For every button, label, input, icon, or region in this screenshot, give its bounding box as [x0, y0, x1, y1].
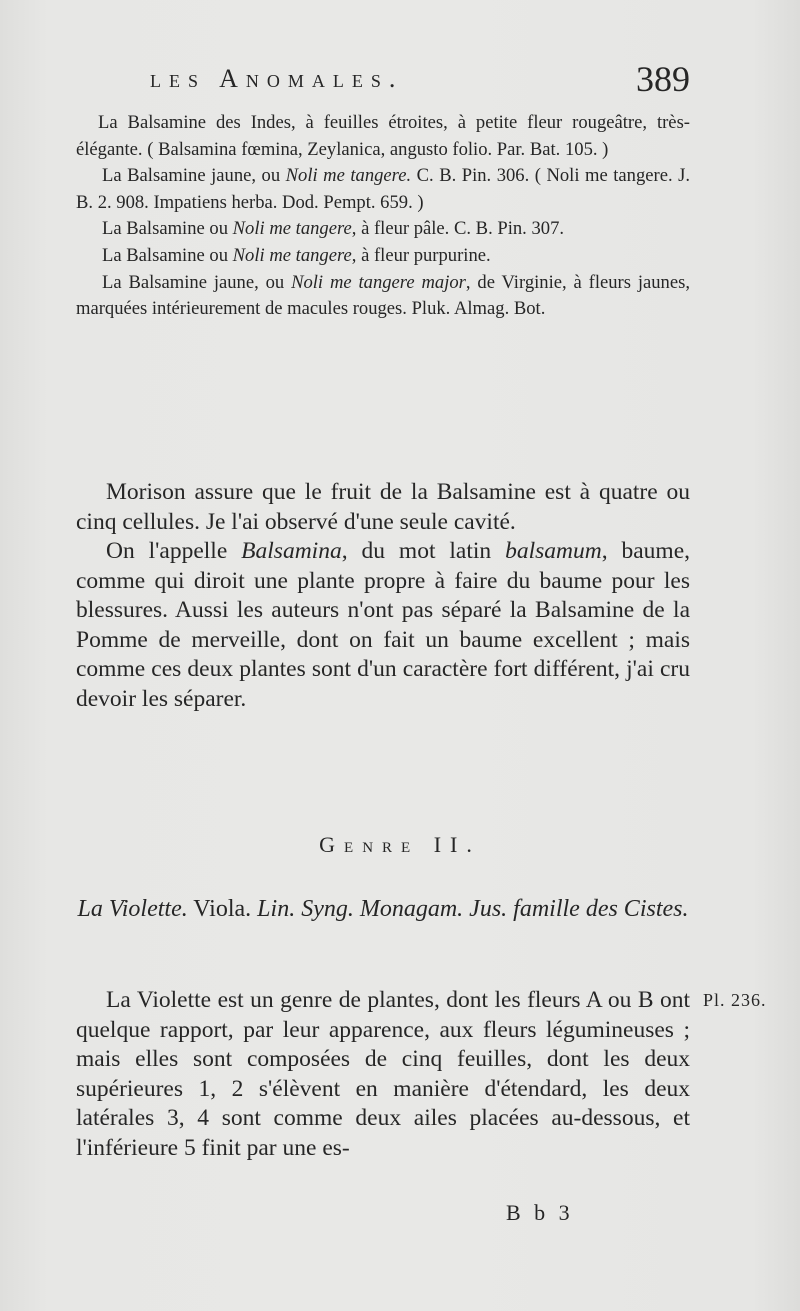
page-number: 389	[636, 59, 690, 99]
genre-heading: Genre II.	[319, 832, 481, 857]
species-entry: La Balsamine jaune, ou Noli me tangere. C. B. Pin. 306. ( Noli me tangere. J. B. 2. 908. Impatiens herba. Dod. Pempt. 659. )	[76, 165, 690, 213]
body-text	[76, 478, 690, 714]
plate-reference: Pl. 236.	[703, 990, 767, 1010]
species-entry: La Balsamine ou Noli me tangere, à fleur purpurine.	[102, 244, 491, 266]
species-entry: La Balsamine jaune, ou Noli me tangere major, de Virginie, à fleurs jaunes, marquées intérieurement de macules rouges. Pluk. Almag. Bot.	[76, 271, 690, 320]
species-list	[76, 110, 690, 323]
species-entry: La Balsamine ou Noli me tangere, à fleur pâle. C. B. Pin. 307.	[102, 218, 565, 240]
running-head: les Anomales.	[150, 64, 404, 93]
body-paragraph: Morison assure que le fruit de la Balsamine est à quatre ou cinq cellules. Je l'ai observé d'une seule cavité.	[76, 479, 690, 535]
genus-title: La Violette. Viola. Lin. Syng. Monagam. Jus. famille des Cistes.	[77, 896, 689, 922]
page-header	[150, 58, 690, 102]
signature-mark: B b 3	[506, 1200, 574, 1225]
species-entry: La Balsamine des Indes, à feuilles étroites, à petite fleur rougeâtre, très-élégante. ( Balsamina fœmina, Zeylanica, angusto folio. Par. Bat. 105. )	[76, 112, 690, 160]
genus-description	[76, 986, 690, 1163]
description-paragraph: La Violette est un genre de plantes, dont les fleurs A ou B ont quelque rapport, par leur apparence, aux fleurs légumineuses ; mais elles sont composées de cinq feuilles, dont les deux supérieures 1, 2 s'élèvent en manière d'étendard, les deux latérales 3, 4 sont comme deux ailes placées au-dessous, et l'inférieure 5 finit par une es-	[76, 987, 690, 1161]
body-paragraph: On l'appelle Balsamina, du mot latin balsamum, baume, comme qui diroit une plante propre à faire du baume pour les blessures. Aussi les auteurs n'ont pas séparé la Balsamine de la Pomme de merveille, dont on fait un baume excellent ; mais comme ces deux plantes sont d'un caractère fort différent, j'ai cru devoir les séparer.	[76, 538, 691, 712]
